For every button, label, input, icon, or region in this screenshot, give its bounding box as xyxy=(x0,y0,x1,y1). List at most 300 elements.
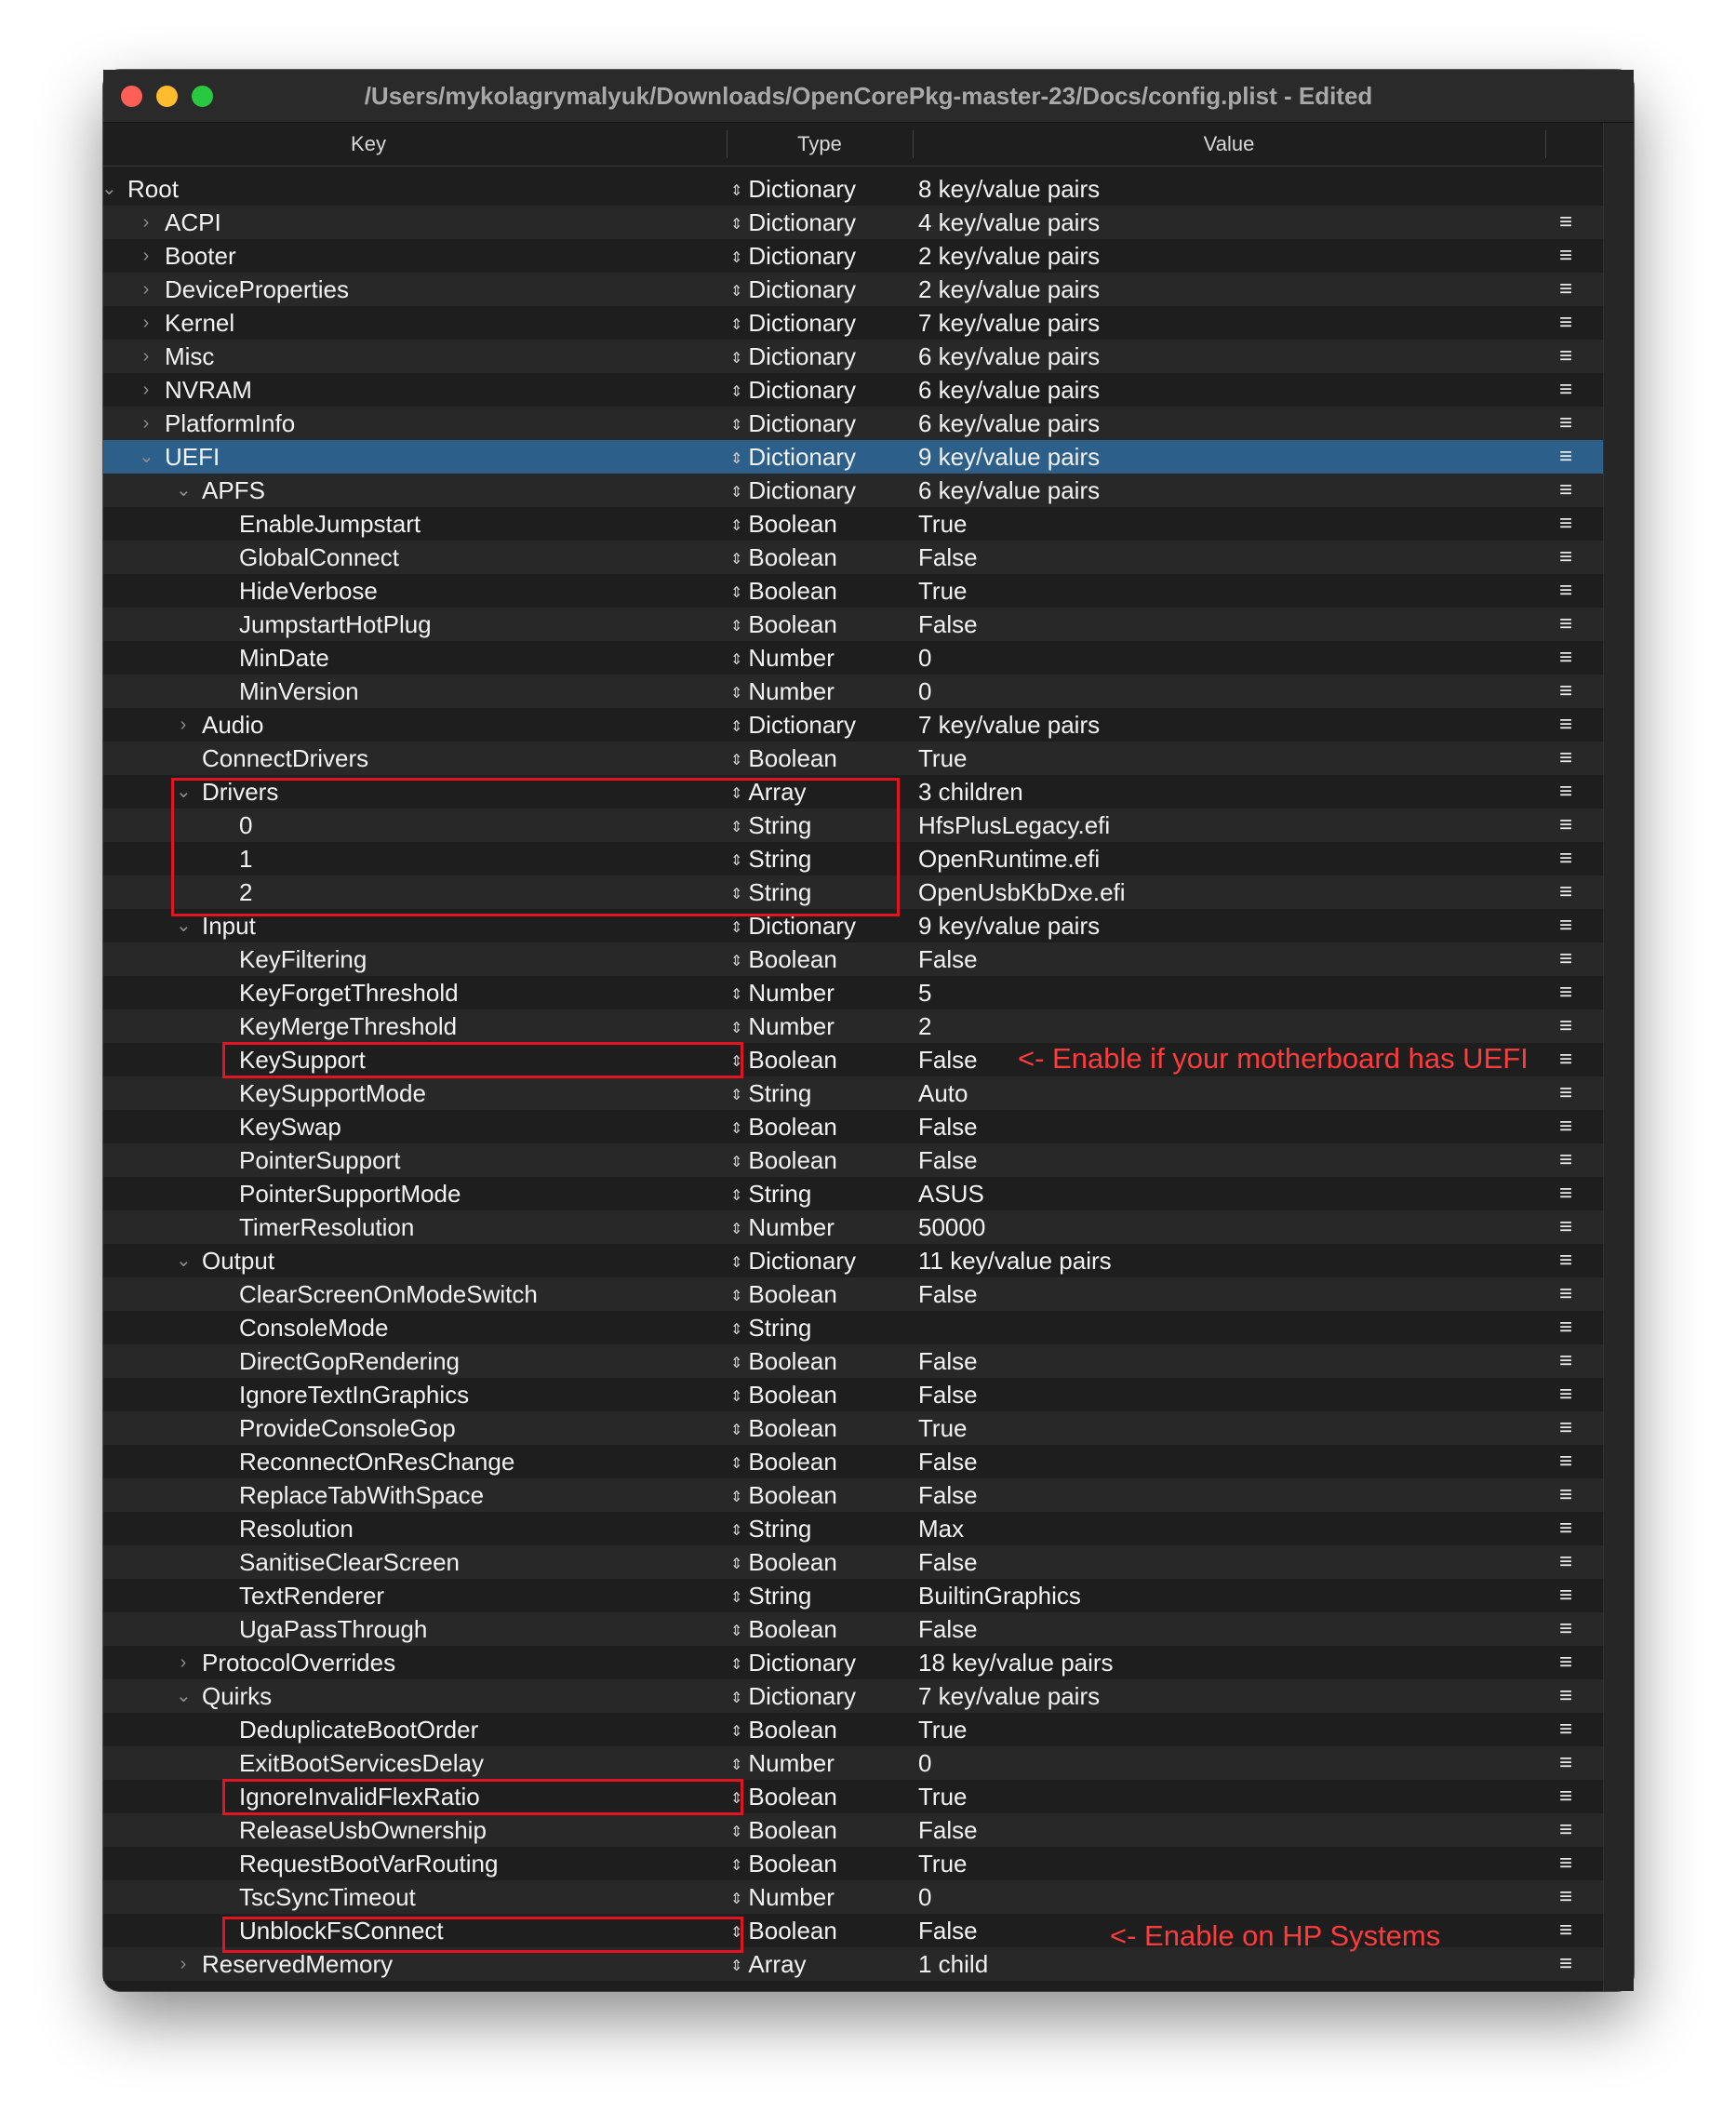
row-value[interactable]: 4 key/value pairs xyxy=(918,208,1101,236)
row-menu-icon[interactable]: ≡ xyxy=(1558,243,1572,268)
outline-row[interactable] xyxy=(103,1579,1603,1612)
row-value[interactable]: True xyxy=(918,1783,968,1811)
row-value[interactable]: 7 key/value pairs xyxy=(918,711,1101,739)
type-stepper-icon: ⇕ xyxy=(730,1925,743,1941)
row-value[interactable]: Auto xyxy=(918,1079,968,1107)
outline-row[interactable] xyxy=(103,1780,1603,1813)
row-value[interactable]: 2 key/value pairs xyxy=(918,242,1101,270)
row-value[interactable]: False xyxy=(918,1381,978,1409)
row-menu-icon[interactable]: ≡ xyxy=(1558,846,1572,871)
row-key[interactable]: ClearScreenOnModeSwitch xyxy=(239,1280,538,1308)
row-type-popup[interactable] xyxy=(730,507,837,545)
row-key[interactable]: Root xyxy=(127,175,179,203)
row-key[interactable]: IgnoreTextInGraphics xyxy=(239,1381,470,1409)
row-value[interactable]: True xyxy=(918,744,968,772)
row-type-popup[interactable] xyxy=(730,1076,811,1115)
disclosure-expanded-icon[interactable]: ⌄ xyxy=(176,1686,192,1706)
row-type-popup[interactable] xyxy=(730,407,856,445)
outline-row[interactable] xyxy=(103,1244,1603,1277)
row-type-popup[interactable] xyxy=(730,1445,837,1483)
disclosure-collapsed-icon[interactable]: › xyxy=(180,715,187,735)
row-key[interactable]: 1 xyxy=(239,845,253,873)
row-value[interactable]: 9 key/value pairs xyxy=(918,443,1101,471)
row-value[interactable]: 0 xyxy=(918,677,932,705)
outline-row[interactable] xyxy=(103,809,1603,842)
row-type-popup[interactable] xyxy=(730,675,835,713)
row-key[interactable]: Drivers xyxy=(202,778,279,806)
outline-row[interactable] xyxy=(103,541,1603,574)
disclosure-collapsed-icon[interactable]: › xyxy=(142,313,150,333)
row-value[interactable]: False xyxy=(918,945,978,973)
column-header-type[interactable]: Type xyxy=(797,132,842,155)
row-value[interactable]: 0 xyxy=(918,644,932,672)
row-menu-icon[interactable]: ≡ xyxy=(1558,1851,1572,1876)
row-value[interactable]: 0 xyxy=(918,1883,932,1911)
row-menu-icon[interactable]: ≡ xyxy=(1558,946,1572,971)
row-value[interactable]: 6 key/value pairs xyxy=(918,409,1101,437)
row-key[interactable]: JumpstartHotPlug xyxy=(239,610,432,638)
outline-row[interactable] xyxy=(103,1110,1603,1143)
row-value[interactable]: 6 key/value pairs xyxy=(918,342,1101,370)
row-menu-icon[interactable]: ≡ xyxy=(1558,745,1572,770)
row-type-popup[interactable] xyxy=(730,1311,811,1349)
row-value[interactable]: False xyxy=(918,1046,978,1074)
type-stepper-icon: ⇕ xyxy=(730,753,743,768)
disclosure-expanded-icon[interactable]: ⌄ xyxy=(101,179,117,199)
outline-row[interactable] xyxy=(103,1880,1603,1914)
row-key[interactable]: Resolution xyxy=(239,1515,354,1543)
row-type-popup[interactable] xyxy=(730,641,835,679)
row-menu-icon[interactable]: ≡ xyxy=(1558,1951,1572,1976)
row-menu-icon[interactable]: ≡ xyxy=(1558,1047,1572,1072)
row-value[interactable]: True xyxy=(918,1850,968,1878)
row-key[interactable]: UnblockFsConnect xyxy=(239,1917,444,1945)
column-header-value[interactable]: Value xyxy=(1203,132,1255,155)
row-value[interactable]: 5 xyxy=(918,979,932,1007)
row-menu-icon[interactable]: ≡ xyxy=(1558,410,1572,435)
row-menu-icon[interactable]: ≡ xyxy=(1558,779,1572,804)
outline-row[interactable] xyxy=(103,1679,1603,1713)
row-key[interactable]: 2 xyxy=(239,878,253,906)
outline-row[interactable] xyxy=(103,1177,1603,1210)
row-type-popup[interactable] xyxy=(730,373,856,411)
row-menu-icon[interactable]: ≡ xyxy=(1558,980,1572,1005)
row-value[interactable]: False xyxy=(918,1615,978,1643)
row-value[interactable]: 7 key/value pairs xyxy=(918,1682,1101,1710)
row-type-popup[interactable] xyxy=(730,608,837,646)
row-menu-icon[interactable]: ≡ xyxy=(1558,1616,1572,1641)
outline-row[interactable] xyxy=(103,742,1603,775)
row-key[interactable]: Input xyxy=(202,912,256,940)
row-menu-icon[interactable]: ≡ xyxy=(1558,209,1572,234)
row-type-popup[interactable] xyxy=(730,942,837,981)
row-menu-icon[interactable]: ≡ xyxy=(1558,712,1572,737)
row-value[interactable]: 50000 xyxy=(918,1213,986,1241)
row-key[interactable]: IgnoreInvalidFlexRatio xyxy=(239,1783,480,1811)
row-type-popup[interactable] xyxy=(730,1143,837,1182)
row-key[interactable]: ExitBootServicesDelay xyxy=(239,1749,484,1777)
row-menu-icon[interactable]: ≡ xyxy=(1558,276,1572,301)
row-key[interactable]: ConsoleMode xyxy=(239,1314,389,1342)
row-value[interactable]: 11 key/value pairs xyxy=(918,1247,1112,1275)
row-type-popup[interactable] xyxy=(730,842,811,880)
row-type-popup[interactable] xyxy=(730,708,856,746)
row-type-popup[interactable] xyxy=(730,1344,837,1383)
row-type-label: String xyxy=(748,811,812,839)
row-type-popup[interactable] xyxy=(730,742,837,780)
row-key[interactable]: KeySwap xyxy=(239,1113,341,1141)
row-type-popup[interactable] xyxy=(730,306,856,344)
row-value[interactable]: False xyxy=(918,1347,978,1375)
row-menu-icon[interactable]: ≡ xyxy=(1558,578,1572,603)
row-value[interactable]: False xyxy=(918,610,978,638)
row-key[interactable]: KeyMergeThreshold xyxy=(239,1012,458,1040)
row-type-popup[interactable] xyxy=(730,1177,811,1215)
row-type-popup[interactable] xyxy=(730,1512,811,1550)
row-value[interactable]: 0 xyxy=(918,1749,932,1777)
outline-row[interactable] xyxy=(103,1512,1603,1545)
row-key[interactable]: ReservedMemory xyxy=(202,1950,394,1978)
row-type-label: String xyxy=(748,1079,812,1107)
disclosure-collapsed-icon[interactable]: › xyxy=(180,1954,187,1974)
row-menu-icon[interactable]: ≡ xyxy=(1558,1918,1572,1943)
row-key[interactable]: KeySupport xyxy=(239,1046,366,1074)
row-menu-icon[interactable]: ≡ xyxy=(1558,1482,1572,1507)
row-menu-icon[interactable]: ≡ xyxy=(1558,1315,1572,1340)
row-key[interactable]: DirectGopRendering xyxy=(239,1347,461,1375)
outline-row[interactable] xyxy=(103,340,1603,373)
row-key[interactable]: KeySupportMode xyxy=(239,1079,426,1107)
outline-row[interactable] xyxy=(103,909,1603,942)
row-type-popup[interactable] xyxy=(730,1244,856,1282)
row-value[interactable]: 7 key/value pairs xyxy=(918,309,1101,337)
row-key[interactable]: ConnectDrivers xyxy=(202,744,369,772)
row-menu-icon[interactable]: ≡ xyxy=(1558,1683,1572,1708)
row-value[interactable]: BuiltinGraphics xyxy=(918,1582,1081,1610)
row-value[interactable]: 8 key/value pairs xyxy=(918,175,1101,203)
type-stepper-icon: ⇕ xyxy=(730,585,743,601)
row-value[interactable]: ASUS xyxy=(918,1180,984,1208)
type-stepper-icon: ⇕ xyxy=(730,887,743,902)
row-key[interactable]: GlobalConnect xyxy=(239,543,399,571)
outline-row[interactable] xyxy=(103,1344,1603,1378)
row-type-popup[interactable] xyxy=(730,909,856,947)
outline-row[interactable] xyxy=(103,1612,1603,1646)
row-key[interactable]: TimerResolution xyxy=(239,1213,415,1241)
row-type-popup[interactable] xyxy=(730,1780,837,1818)
row-value[interactable]: 6 key/value pairs xyxy=(918,376,1101,404)
row-key[interactable]: ReconnectOnResChange xyxy=(239,1448,515,1476)
disclosure-collapsed-icon[interactable]: › xyxy=(180,1652,187,1673)
row-type-popup[interactable] xyxy=(730,1478,837,1517)
row-value[interactable]: 18 key/value pairs xyxy=(918,1649,1114,1677)
disclosure-collapsed-icon[interactable]: › xyxy=(142,413,150,434)
row-value[interactable]: 3 children xyxy=(918,778,1023,806)
row-key[interactable]: Booter xyxy=(165,242,236,270)
row-menu-icon[interactable]: ≡ xyxy=(1558,377,1572,402)
row-menu-icon[interactable]: ≡ xyxy=(1558,1817,1572,1842)
row-value[interactable]: False xyxy=(918,1146,978,1174)
row-menu-icon[interactable]: ≡ xyxy=(1558,812,1572,837)
row-type-popup[interactable] xyxy=(730,1646,856,1684)
row-menu-icon[interactable]: ≡ xyxy=(1558,1717,1572,1742)
row-menu-icon[interactable]: ≡ xyxy=(1558,511,1572,536)
row-key[interactable]: ACPI xyxy=(165,208,221,236)
row-menu-icon[interactable]: ≡ xyxy=(1558,1750,1572,1775)
unblockfs-annotation: <- Enable on HP Systems xyxy=(1110,1919,1441,1952)
outline-row[interactable] xyxy=(103,608,1603,641)
row-key[interactable]: ReplaceTabWithSpace xyxy=(239,1481,485,1509)
outline-row[interactable] xyxy=(103,1009,1603,1043)
column-header-key[interactable]: Key xyxy=(351,132,386,155)
outline-row[interactable] xyxy=(103,942,1603,976)
row-key[interactable]: ReleaseUsbOwnership xyxy=(239,1816,487,1844)
outline-row[interactable] xyxy=(103,1445,1603,1478)
row-type-popup[interactable] xyxy=(730,273,856,311)
row-type-popup[interactable] xyxy=(730,1378,837,1416)
row-value[interactable]: True xyxy=(918,510,968,538)
row-value[interactable]: False xyxy=(918,1917,978,1945)
row-value[interactable]: 2 key/value pairs xyxy=(918,275,1101,303)
row-value[interactable]: HfsPlusLegacy.efi xyxy=(918,811,1111,839)
row-key[interactable]: TextRenderer xyxy=(239,1582,385,1610)
row-menu-icon[interactable]: ≡ xyxy=(1558,1415,1572,1440)
row-menu-icon[interactable]: ≡ xyxy=(1558,645,1572,670)
row-key[interactable]: TscSyncTimeout xyxy=(239,1883,416,1911)
outline-row[interactable] xyxy=(103,1545,1603,1579)
row-value[interactable]: 6 key/value pairs xyxy=(918,476,1101,504)
row-menu-icon[interactable]: ≡ xyxy=(1558,1147,1572,1172)
row-type-popup[interactable] xyxy=(730,1746,835,1784)
row-type-popup[interactable] xyxy=(730,1914,837,1952)
row-menu-icon[interactable]: ≡ xyxy=(1558,477,1572,502)
row-menu-icon[interactable]: ≡ xyxy=(1558,1281,1572,1306)
row-menu-icon[interactable]: ≡ xyxy=(1558,1884,1572,1909)
row-value[interactable]: False xyxy=(918,1548,978,1576)
row-value[interactable]: False xyxy=(918,543,978,571)
row-type-popup[interactable] xyxy=(730,440,856,478)
row-key[interactable]: EnableJumpstart xyxy=(239,510,421,538)
row-menu-icon[interactable]: ≡ xyxy=(1558,611,1572,636)
outline-row[interactable] xyxy=(103,1813,1603,1847)
row-key[interactable]: HideVerbose xyxy=(239,577,378,605)
row-value[interactable]: Max xyxy=(918,1515,965,1543)
row-menu-icon[interactable]: ≡ xyxy=(1558,678,1572,703)
row-type-label: Dictionary xyxy=(748,409,856,437)
row-key[interactable]: Quirks xyxy=(202,1682,273,1710)
row-key[interactable]: PlatformInfo xyxy=(165,409,296,437)
row-menu-icon[interactable]: ≡ xyxy=(1558,913,1572,938)
outline-row[interactable] xyxy=(103,507,1603,541)
row-type-popup[interactable] xyxy=(730,1545,837,1584)
row-value[interactable]: True xyxy=(918,577,968,605)
outline-row[interactable] xyxy=(103,574,1603,608)
row-type-popup[interactable] xyxy=(730,1713,837,1751)
row-type-popup[interactable] xyxy=(730,775,807,813)
row-type-popup[interactable] xyxy=(730,340,856,378)
outline-row[interactable] xyxy=(103,1076,1603,1110)
row-menu-icon[interactable]: ≡ xyxy=(1558,1583,1572,1608)
row-menu-icon[interactable]: ≡ xyxy=(1558,1214,1572,1239)
row-type-label: Dictionary xyxy=(748,309,856,337)
row-key[interactable]: Kernel xyxy=(165,309,235,337)
row-type-popup[interactable] xyxy=(730,1411,837,1450)
row-key[interactable]: 0 xyxy=(239,811,253,839)
row-value[interactable]: 2 xyxy=(918,1012,932,1040)
row-key[interactable]: MinVersion xyxy=(239,677,359,705)
row-type-popup[interactable] xyxy=(730,1043,837,1081)
outline-row[interactable] xyxy=(103,440,1603,474)
row-value[interactable]: OpenUsbKbDxe.efi xyxy=(918,878,1126,906)
disclosure-expanded-icon[interactable]: ⌄ xyxy=(176,1250,192,1271)
row-key[interactable]: PointerSupport xyxy=(239,1146,401,1174)
row-menu-icon[interactable]: ≡ xyxy=(1558,1181,1572,1206)
column-divider[interactable] xyxy=(1545,130,1546,158)
row-type-label: Dictionary xyxy=(748,711,856,739)
row-type-popup[interactable] xyxy=(730,1947,807,1985)
row-menu-icon[interactable]: ≡ xyxy=(1558,1348,1572,1373)
row-menu-icon[interactable]: ≡ xyxy=(1558,444,1572,469)
row-menu-icon[interactable]: ≡ xyxy=(1558,1080,1572,1105)
outline-row[interactable] xyxy=(103,875,1603,909)
disclosure-expanded-icon[interactable]: ⌄ xyxy=(139,447,154,467)
outline-row[interactable] xyxy=(103,474,1603,507)
row-value[interactable]: False xyxy=(918,1280,978,1308)
row-key[interactable]: KeyFiltering xyxy=(239,945,367,973)
row-key[interactable]: UEFI xyxy=(165,443,220,471)
disclosure-expanded-icon[interactable]: ⌄ xyxy=(176,782,192,802)
outline-row[interactable] xyxy=(103,1646,1603,1679)
row-key[interactable]: APFS xyxy=(202,476,265,504)
outline-row[interactable] xyxy=(103,1210,1603,1244)
row-key[interactable]: DeduplicateBootOrder xyxy=(239,1716,479,1744)
row-key[interactable]: DeviceProperties xyxy=(165,275,349,303)
row-value[interactable]: False xyxy=(918,1816,978,1844)
row-key[interactable]: ProvideConsoleGop xyxy=(239,1414,456,1442)
row-key[interactable]: Output xyxy=(202,1247,275,1275)
row-type-popup[interactable] xyxy=(730,574,837,612)
row-key[interactable]: Audio xyxy=(202,711,264,739)
outline-row[interactable] xyxy=(103,273,1603,306)
outline-row[interactable] xyxy=(103,306,1603,340)
row-type-popup[interactable] xyxy=(730,809,811,847)
row-value[interactable]: False xyxy=(918,1113,978,1141)
row-menu-icon[interactable]: ≡ xyxy=(1558,343,1572,368)
outline-row[interactable] xyxy=(103,1277,1603,1311)
disclosure-collapsed-icon[interactable]: › xyxy=(142,212,150,233)
row-key[interactable]: NVRAM xyxy=(165,376,252,404)
outline-row[interactable] xyxy=(103,1746,1603,1780)
outline-row[interactable] xyxy=(103,1143,1603,1177)
row-type-popup[interactable] xyxy=(730,1679,856,1717)
disclosure-expanded-icon[interactable]: ⌄ xyxy=(176,480,192,501)
disclosure-collapsed-icon[interactable]: › xyxy=(142,279,150,300)
row-type-popup[interactable] xyxy=(730,1813,837,1851)
disclosure-expanded-icon[interactable]: ⌄ xyxy=(176,915,192,936)
disclosure-collapsed-icon[interactable]: › xyxy=(142,380,150,400)
row-key[interactable]: PointerSupportMode xyxy=(239,1180,461,1208)
row-type-popup[interactable] xyxy=(730,541,837,579)
row-type-popup[interactable] xyxy=(730,206,856,244)
row-menu-icon[interactable]: ≡ xyxy=(1558,1449,1572,1474)
type-stepper-icon: ⇕ xyxy=(730,1624,743,1639)
row-menu-icon[interactable]: ≡ xyxy=(1558,1382,1572,1407)
row-key[interactable]: KeyForgetThreshold xyxy=(239,979,459,1007)
outline-row[interactable] xyxy=(103,373,1603,407)
row-type-popup[interactable] xyxy=(730,875,811,914)
row-value[interactable]: 9 key/value pairs xyxy=(918,912,1101,940)
row-menu-icon[interactable]: ≡ xyxy=(1558,1248,1572,1273)
row-menu-icon[interactable]: ≡ xyxy=(1558,544,1572,569)
outline-row[interactable] xyxy=(103,976,1603,1009)
row-type-popup[interactable] xyxy=(730,976,835,1014)
row-type-popup[interactable] xyxy=(730,239,856,277)
row-menu-icon[interactable]: ≡ xyxy=(1558,1650,1572,1675)
row-value[interactable]: OpenRuntime.efi xyxy=(918,845,1101,873)
outline-row[interactable] xyxy=(103,775,1603,809)
row-type-popup[interactable] xyxy=(730,1210,835,1249)
row-type-popup[interactable] xyxy=(730,1880,835,1918)
outline-row[interactable] xyxy=(103,1713,1603,1746)
row-key[interactable]: RequestBootVarRouting xyxy=(239,1850,499,1878)
outline-row[interactable] xyxy=(103,1478,1603,1512)
row-key[interactable]: UgaPassThrough xyxy=(239,1615,428,1643)
row-key[interactable]: MinDate xyxy=(239,644,329,672)
row-type-popup[interactable] xyxy=(730,1277,837,1316)
disclosure-collapsed-icon[interactable]: › xyxy=(142,246,150,266)
outline-row[interactable] xyxy=(103,1378,1603,1411)
row-value[interactable]: False xyxy=(918,1481,978,1509)
row-key[interactable]: ProtocolOverrides xyxy=(202,1649,396,1677)
outline-row[interactable] xyxy=(103,1411,1603,1445)
row-menu-icon[interactable]: ≡ xyxy=(1558,1784,1572,1809)
row-menu-icon[interactable]: ≡ xyxy=(1558,1013,1572,1038)
row-menu-icon[interactable]: ≡ xyxy=(1558,1114,1572,1139)
row-type-popup[interactable] xyxy=(730,1612,837,1651)
row-value[interactable]: True xyxy=(918,1716,968,1744)
disclosure-collapsed-icon[interactable]: › xyxy=(142,346,150,367)
outline-row[interactable] xyxy=(103,172,1603,206)
row-value[interactable]: True xyxy=(918,1414,968,1442)
row-type-popup[interactable] xyxy=(730,1847,837,1885)
outline-row[interactable] xyxy=(103,1847,1603,1880)
outline-row[interactable] xyxy=(103,1311,1603,1344)
row-menu-icon[interactable]: ≡ xyxy=(1558,879,1572,904)
outline-row[interactable] xyxy=(103,407,1603,440)
row-type-popup[interactable] xyxy=(730,172,856,210)
row-type-popup[interactable] xyxy=(730,1009,835,1048)
type-stepper-icon: ⇕ xyxy=(730,1188,743,1204)
outline-row[interactable] xyxy=(103,239,1603,273)
row-type-popup[interactable] xyxy=(730,1110,837,1148)
row-menu-icon[interactable]: ≡ xyxy=(1558,310,1572,335)
row-type-popup[interactable] xyxy=(730,1579,811,1617)
outline-row[interactable] xyxy=(103,675,1603,708)
row-menu-icon[interactable]: ≡ xyxy=(1558,1549,1572,1574)
row-menu-icon[interactable]: ≡ xyxy=(1558,1516,1572,1541)
row-value[interactable]: 1 child xyxy=(918,1950,989,1978)
row-key[interactable]: Misc xyxy=(165,342,215,370)
row-key[interactable]: SanitiseClearScreen xyxy=(239,1548,461,1576)
outline-row[interactable] xyxy=(103,842,1603,875)
outline-row[interactable] xyxy=(103,641,1603,675)
row-value[interactable]: False xyxy=(918,1448,978,1476)
vertical-scrollbar[interactable] xyxy=(1603,123,1634,1991)
row-type-popup[interactable] xyxy=(730,474,856,512)
outline-row[interactable] xyxy=(103,708,1603,742)
outline-row[interactable] xyxy=(103,206,1603,239)
column-header xyxy=(103,123,1603,167)
